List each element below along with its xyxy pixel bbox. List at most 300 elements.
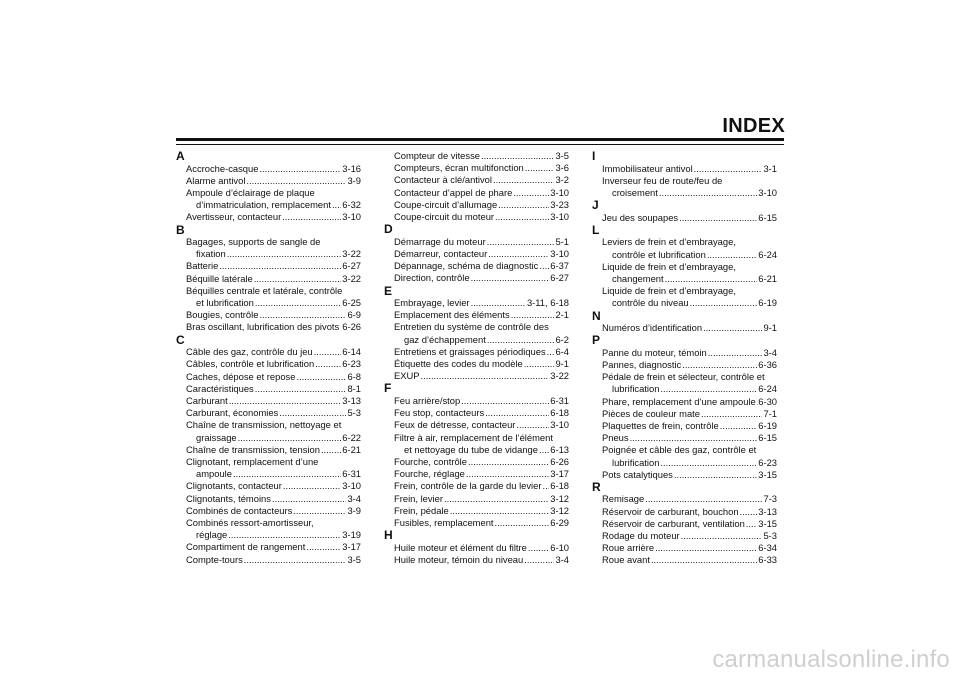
index-entry [592, 493, 777, 505]
leader-dots [487, 334, 555, 346]
index-entry-text: lubrification [612, 456, 660, 468]
index-page-number: 6-18 [550, 480, 569, 492]
index-entry-text: Fusibles, remplacement [394, 516, 494, 528]
index-entry [384, 493, 569, 505]
leader-dots [421, 370, 550, 382]
index-page-number: 3-11, 6-18 [526, 297, 569, 309]
index-page-number: 6-13 [550, 443, 569, 455]
index-page-number: 6-26 [550, 455, 569, 467]
leader-dots [655, 542, 757, 554]
leader-dots [255, 297, 341, 309]
index-entry-text: Pièces de couleur mate [602, 407, 700, 419]
leader-dots [466, 468, 549, 480]
leader-dots [495, 211, 549, 223]
index-letter-heading: C [176, 332, 185, 347]
index-entry-text: Pédale de frein et sélecteur, contrôle et [602, 371, 765, 383]
leader-dots [701, 408, 762, 420]
index-letter-heading: L [592, 222, 600, 237]
index-entry-text: Réservoir de carburant, bouchon [602, 505, 739, 517]
index-entry-text: Feu arrière/stop [394, 394, 461, 406]
index-entry [384, 505, 569, 517]
index-entry [384, 480, 569, 492]
index-page-number: 6-29 [550, 516, 569, 528]
index-page-number: 6-2 [555, 333, 569, 345]
leader-dots [219, 260, 341, 272]
index-entry-text: Direction, contrôle [394, 272, 470, 284]
index-page-number: 2-1 [555, 309, 569, 321]
index-entry-text: Feu stop, contacteurs [394, 407, 485, 419]
index-entry-text: Entretiens et graissages périodiques [394, 345, 546, 357]
leader-dots [296, 371, 346, 383]
index-page-number: 3-22 [342, 248, 361, 260]
index-page-number: 6-31 [550, 394, 569, 406]
index-entry [592, 518, 777, 530]
index-page-number: 6-34 [758, 542, 777, 554]
index-page-number: 3-17 [342, 541, 361, 553]
leader-dots [485, 407, 549, 419]
index-entry [176, 554, 361, 566]
index-entry [176, 517, 361, 541]
leader-dots [674, 469, 757, 481]
index-entry-text: Câble des gaz, contrôle du jeu [186, 346, 313, 358]
leader-dots [293, 505, 346, 517]
index-entry [176, 383, 361, 395]
index-page-number: 5-1 [555, 235, 569, 247]
index-entry [384, 174, 569, 186]
index-entry-text: Caches, dépose et repose [186, 370, 296, 382]
index-entry-text: Carburant [186, 394, 228, 406]
header-rule-thin [176, 144, 784, 145]
index-page-number: 3-10 [342, 211, 361, 223]
index-entry [384, 309, 569, 321]
leader-dots [259, 163, 341, 175]
watermark-footer: carmanualsonline.info [712, 646, 950, 673]
index-entry [176, 444, 361, 456]
page-title: INDEX [722, 115, 785, 137]
leader-dots [244, 554, 347, 566]
index-entry-text: Embrayage, levier [394, 297, 470, 309]
index-entry [384, 419, 569, 431]
leader-dots [539, 444, 549, 456]
index-entry [384, 346, 569, 358]
index-page-number: 6-37 [550, 260, 569, 272]
index-entry-text: croisement [612, 186, 658, 198]
index-page-number: 7-1 [763, 407, 777, 419]
leader-dots [660, 383, 757, 395]
index-entry [176, 163, 361, 175]
index-entry [592, 408, 777, 420]
leader-dots [690, 297, 758, 309]
index-entry [384, 517, 569, 529]
leader-dots [238, 432, 342, 444]
index-entry-text: changement [612, 272, 664, 284]
leader-dots [488, 248, 549, 260]
index-page-number: 6-14 [342, 346, 361, 358]
index-entry-text: Roue arrière [602, 542, 655, 554]
index-entry [384, 554, 569, 566]
index-entry-text: Combinés ressort-amortisseur, [186, 516, 314, 528]
index-entry [176, 505, 361, 517]
index-entry [176, 407, 361, 419]
index-entry [384, 150, 569, 162]
index-page-number: 3-10 [758, 186, 777, 198]
index-entry-text: Fourche, contrôle [394, 455, 467, 467]
index-entry [592, 261, 777, 285]
index-page-number: 3-10 [550, 211, 569, 223]
index-entry-text: Batterie [186, 260, 219, 272]
leader-dots [461, 395, 549, 407]
leader-dots [524, 358, 555, 370]
index-entry [176, 211, 361, 223]
index-entry [176, 273, 361, 285]
index-entry [384, 187, 569, 199]
index-entry-text: Chaîne de transmission, tension [186, 443, 320, 455]
leader-dots [542, 480, 549, 492]
index-entry-text: gaz d’échappement [404, 333, 486, 345]
leader-dots [525, 162, 555, 174]
index-entry [176, 236, 361, 260]
index-entry-text: Béquilles centrale et latérale, contrôle [186, 284, 343, 296]
index-page-number: 3-12 [550, 504, 569, 516]
index-entry [384, 321, 569, 345]
index-page-number: 3-23 [550, 198, 569, 210]
index-entry [384, 456, 569, 468]
leader-dots [332, 199, 341, 211]
index-entry-text: Liquide de frein et d’embrayage, [602, 285, 736, 297]
index-page-number: 6-8 [347, 370, 361, 382]
index-entry-text: ampoule [196, 468, 232, 480]
index-entry-text: Feux de détresse, contacteur [394, 419, 516, 431]
leader-dots [651, 554, 757, 566]
leader-dots [679, 212, 757, 224]
leader-dots [528, 542, 549, 554]
index-entry [176, 175, 361, 187]
index-entry [176, 285, 361, 309]
index-page-number: 6-4 [555, 345, 569, 357]
index-entry-text: Numéros d’identification [602, 322, 703, 334]
index-entry-text: Caractéristiques [186, 382, 254, 394]
index-page-number: 6-23 [758, 456, 777, 468]
leader-dots [511, 309, 555, 321]
index-entry-text: lubrification [612, 383, 660, 395]
leader-dots [283, 480, 341, 492]
index-entry-text: Chaîne de transmission, nettoyage et [186, 419, 342, 431]
index-entry [592, 347, 777, 359]
index-letter-heading: N [592, 308, 601, 323]
leader-dots [707, 249, 757, 261]
index-entry [384, 297, 569, 309]
index-page-number: 3-1 [763, 162, 777, 174]
index-page-number: 8-1 [347, 382, 361, 394]
index-page-number: 6-27 [550, 272, 569, 284]
index-page-number: 6-19 [758, 297, 777, 309]
index-entry [592, 396, 777, 408]
index-page-number: 6-15 [758, 432, 777, 444]
leader-dots [340, 321, 341, 333]
leader-dots [229, 395, 342, 407]
index-page-number: 6-24 [758, 383, 777, 395]
index-page-number: 3-10 [550, 247, 569, 259]
index-page-number: 9-1 [555, 358, 569, 370]
leader-dots [493, 174, 554, 186]
index-entry [176, 419, 361, 443]
index-column-1 [176, 150, 361, 566]
index-entry [592, 542, 777, 554]
index-entry [592, 212, 777, 224]
index-page-number: 6-24 [758, 248, 777, 260]
leader-dots [444, 493, 549, 505]
index-entry-text: Poignée et câble des gaz, contrôle et [602, 444, 757, 456]
index-letter-heading: I [592, 149, 596, 163]
index-page-number: 3-4 [555, 553, 569, 565]
index-entry [592, 236, 777, 260]
index-entry [176, 480, 361, 492]
index-entry-text: et nettoyage du tube de vidange [404, 443, 538, 455]
index-entry-text: Réservoir de carburant, ventilation [602, 517, 745, 529]
index-entry-text: Clignotants, témoins [186, 492, 271, 504]
index-entry-text: Bougies, contrôle [186, 309, 259, 321]
leader-dots [321, 444, 341, 456]
leader-dots [708, 347, 763, 359]
index-entry-text: Carburant, économies [186, 407, 279, 419]
index-entry [384, 162, 569, 174]
index-letter-heading: R [592, 479, 601, 494]
index-entry [384, 468, 569, 480]
index-page-number: 3-4 [763, 346, 777, 358]
index-entry [592, 432, 777, 444]
index-page-number: 5-3 [347, 407, 361, 419]
index-page-number: 6-21 [342, 443, 361, 455]
leader-dots [694, 163, 763, 175]
index-page-number: 6-25 [342, 297, 361, 309]
index-entry-text: Roue avant [602, 554, 650, 566]
index-entry-text: réglage [196, 529, 228, 541]
leader-dots [516, 419, 549, 431]
leader-dots [468, 456, 549, 468]
index-page-number: 3-10 [550, 186, 569, 198]
index-page-number: 9-1 [763, 322, 777, 334]
index-entry [592, 359, 777, 371]
index-entry-text: Phare, remplacement d’une ampoule [602, 395, 756, 407]
index-entry-text: Compartiment de rangement [186, 541, 306, 553]
leader-dots [314, 346, 342, 358]
index-entry-text: Coupe-circuit d’allumage [394, 198, 498, 210]
index-entry-text: Bras oscillant, lubrification des pivots [186, 321, 340, 333]
index-page-number: 3-22 [550, 370, 569, 382]
index-entry [176, 541, 361, 553]
index-entry [384, 199, 569, 211]
index-letter-heading: A [176, 149, 185, 163]
index-page-number: 3-15 [758, 468, 777, 480]
leader-dots [471, 272, 550, 284]
index-entry-text: Compteur de vitesse [394, 150, 480, 161]
leader-dots [487, 236, 555, 248]
index-entry [384, 370, 569, 382]
index-letter-heading: P [592, 333, 601, 348]
index-entry-text: contrôle du niveau [612, 297, 689, 309]
index-entry [176, 187, 361, 211]
index-entry-text: Coupe-circuit du moteur [394, 211, 495, 223]
index-page-number: 6-19 [758, 419, 777, 431]
index-page-number: 3-15 [758, 517, 777, 529]
index-entry [592, 469, 777, 481]
index-letter-heading: F [384, 381, 392, 396]
leader-dots [524, 554, 554, 566]
leader-dots [645, 493, 762, 505]
index-page-number: 7-3 [763, 493, 777, 505]
index-entry [176, 321, 361, 333]
index-entry-text: Compte-tours [186, 553, 243, 565]
index-entry [384, 358, 569, 370]
leader-dots [471, 297, 526, 309]
index-entry-text: Huile moteur, témoin du niveau [394, 553, 524, 565]
leader-dots [228, 529, 341, 541]
index-page-number: 6-23 [342, 358, 361, 370]
leader-dots [279, 407, 346, 419]
index-page-number: 3-17 [550, 468, 569, 480]
index-entry-text: Frein, contrôle de la garde du levier [394, 480, 542, 492]
leader-dots [272, 493, 346, 505]
index-page-number: 3-19 [342, 529, 361, 541]
index-page-number: 6-18 [550, 407, 569, 419]
index-entry-text: Liquide de frein et d’embrayage, [602, 260, 736, 272]
index-entry [384, 432, 569, 456]
index-entry-text: Ampoule d’éclairage de plaque [186, 186, 315, 198]
index-entry-text: Fourche, réglage [394, 468, 465, 480]
leader-dots [659, 187, 757, 199]
index-entry [384, 272, 569, 284]
index-entry-text: Rodage du moteur [602, 530, 680, 542]
index-entry-text: Câbles, contrôle et lubrification [186, 358, 315, 370]
index-page-number: 6-9 [347, 309, 361, 321]
index-entry-text: Inverseur feu de route/feu de [602, 174, 723, 186]
index-entry [384, 211, 569, 223]
index-page-number: 3-9 [347, 504, 361, 516]
index-entry-text: Entretien du système de contrôle des [394, 321, 549, 333]
leader-dots [450, 505, 550, 517]
index-entry-text: Béquille latérale [186, 272, 253, 284]
index-entry-text: Plaquettes de frein, contrôle [602, 419, 719, 431]
index-entry-text: Démarrage du moteur [394, 235, 486, 247]
leader-dots [254, 273, 342, 285]
index-entry [176, 260, 361, 272]
index-entry [176, 346, 361, 358]
index-entry [384, 248, 569, 260]
leader-dots [255, 383, 347, 395]
index-entry-text: Frein, levier [394, 492, 443, 504]
index-column-2 [384, 150, 569, 566]
leader-dots [227, 248, 342, 260]
index-entry-text: Immobilisateur antivol [602, 162, 693, 174]
index-entry-text: Pots catalytiques [602, 468, 673, 480]
leader-dots [746, 518, 757, 530]
index-letter-heading: E [384, 283, 393, 298]
index-entry [592, 506, 777, 518]
index-letter-heading: J [592, 198, 599, 213]
index-entry [176, 371, 361, 383]
index-entry [384, 407, 569, 419]
index-entry-text: Panne du moteur, témoin [602, 346, 707, 358]
index-page-number: 6-36 [758, 358, 777, 370]
index-page-number: 6-21 [758, 272, 777, 284]
leader-dots [306, 541, 341, 553]
index-entry-text: Clignotant, remplacement d’une [186, 455, 319, 467]
leader-dots [547, 346, 555, 358]
index-entry-text: graissage [196, 431, 237, 443]
index-entry-text: Jeu des soupapes [602, 211, 679, 223]
index-page-number: 6-33 [758, 554, 777, 566]
index-entry-text: Accroche-casque [186, 162, 259, 174]
leader-dots [246, 175, 346, 187]
index-entry-text: Leviers de frein et d’embrayage, [602, 236, 736, 248]
index-entry [384, 395, 569, 407]
index-page-number: 5-3 [763, 530, 777, 542]
leader-dots [495, 517, 550, 529]
index-entry [176, 493, 361, 505]
index-entry [176, 309, 361, 321]
index-entry-text: Pannes, diagnostic [602, 358, 682, 370]
leader-dots [233, 468, 341, 480]
index-entry-text: Compteurs, écran multifonction [394, 162, 524, 174]
index-entry-text: Huile moteur et élément du filtre [394, 541, 527, 553]
index-entry-text: Avertisseur, contacteur [186, 211, 282, 223]
leader-dots [539, 260, 549, 272]
leader-dots [660, 457, 757, 469]
index-entry [176, 358, 361, 370]
index-entry-text: Contacteur à clé/antivol [394, 174, 492, 186]
index-entry [384, 260, 569, 272]
leader-dots [315, 358, 341, 370]
leader-dots [481, 150, 554, 162]
index-entry-text: Emplacement des éléments [394, 309, 510, 321]
index-entry-text: Étiquette des codes du modèle [394, 358, 523, 370]
index-page-number: 3-12 [550, 492, 569, 504]
index-entry-text: Pneus [602, 432, 629, 444]
index-page-number: 3-13 [342, 394, 361, 406]
index-page-number: 6-31 [342, 468, 361, 480]
index-page-number: 6-26 [342, 321, 361, 333]
index-page-number: 6-10 [550, 541, 569, 553]
index-entry [592, 175, 777, 199]
leader-dots [682, 359, 757, 371]
index-entry-text: Dépannage, schéma de diagnostic [394, 260, 539, 272]
index-page-number: 3-13 [758, 505, 777, 517]
index-entry-text: Bagages, supports de sangle de [186, 236, 321, 248]
index-entry-text: d’immatriculation, remplacement [196, 199, 331, 211]
index-page-number: 6-32 [342, 199, 361, 211]
index-column-3 [592, 150, 777, 567]
index-entry [176, 456, 361, 480]
index-entry [592, 163, 777, 175]
leader-dots [665, 273, 758, 285]
index-entry-text: Contacteur d’appel de phare [394, 186, 513, 198]
index-page-number: 3-5 [555, 150, 569, 161]
index-page-number: 3-6 [555, 162, 569, 174]
index-entry [384, 236, 569, 248]
index-entry [176, 395, 361, 407]
index-page-number: 6-30 [758, 395, 777, 407]
index-page-number: 3-5 [347, 553, 361, 565]
index-entry-text: EXUP [394, 370, 420, 382]
index-page-number: 3-10 [342, 480, 361, 492]
leader-dots [498, 199, 549, 211]
leader-dots [740, 506, 758, 518]
index-entry-text: Frein, pédale [394, 504, 449, 516]
leader-dots [720, 420, 757, 432]
leader-dots [703, 322, 762, 334]
leader-dots [259, 309, 346, 321]
index-page-number: 3-9 [347, 174, 361, 186]
